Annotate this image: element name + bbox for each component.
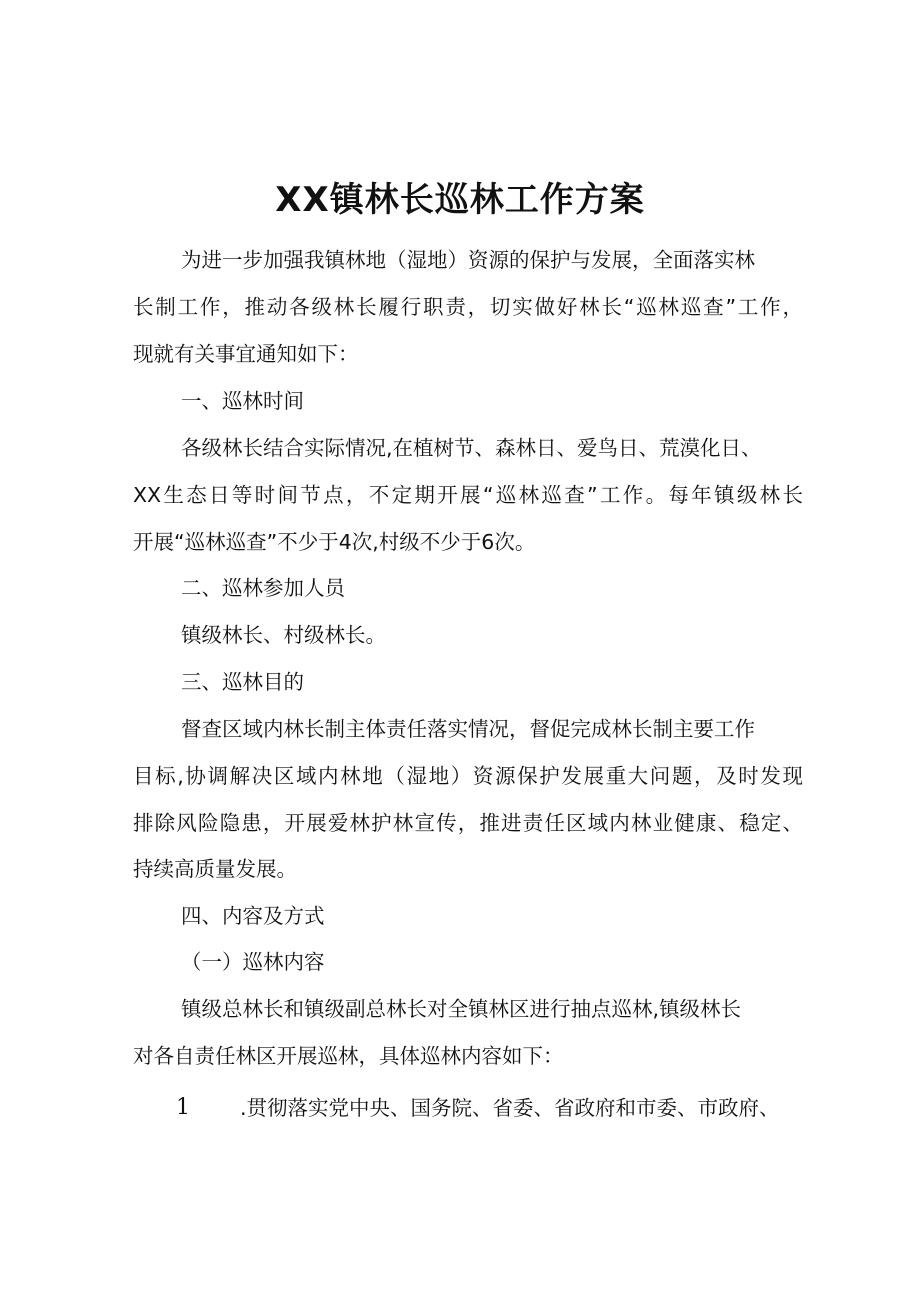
document-title: XX镇林长巡林工作方案 (275, 180, 645, 220)
paragraph-time-line-3: 开展“巡林巡查”不少于4次,村级不少于6次。 (133, 530, 536, 554)
subsection-heading-4-1: （一）巡林内容 (181, 950, 325, 974)
paragraph-intro-line-1: 为进一步加强我镇林地（湿地）资源的保护与发展，全面落实林 (181, 248, 755, 272)
section-heading-2: 二、巡林参加人员 (181, 576, 345, 600)
paragraph-time-line-1: 各级林长结合实际情况,在植树节、森林日、爱鸟日、荒漠化日、 (181, 436, 762, 460)
paragraph-purpose-line-2: 目标,协调解决区域内林地（湿地）资源保护发展重大问题，及时发现 (133, 764, 803, 788)
paragraph-purpose-line-1: 督查区域内林长制主体责任落实情况，督促完成林长制主要工作 (181, 717, 755, 741)
paragraph-intro-line-3: 现就有关事宜通知如下： (133, 342, 359, 366)
paragraph-purpose-line-4: 持续高质量发展。 (133, 857, 297, 881)
section-heading-4: 四、内容及方式 (181, 904, 325, 928)
paragraph-intro-line-2: 长制工作，推动各级林长履行职责，切实做好林长“巡林巡查”工作， (133, 295, 803, 319)
list-item-number: 1 (176, 1095, 190, 1120)
section-heading-3: 三、巡林目的 (181, 670, 304, 694)
paragraph-time-line-2: XX生态日等时间节点，不定期开展“巡林巡查”工作。每年镇级林长 (133, 483, 803, 507)
section-heading-1: 一、巡林时间 (181, 389, 304, 413)
list-item-text: .贯彻落实党中央、国务院、省委、省政府和市委、市政府、 (240, 1096, 780, 1120)
paragraph-content-line-1: 镇级总林长和镇级副总林长对全镇林区进行抽点巡林,镇级林长 (181, 997, 742, 1021)
paragraph-purpose-line-3: 排除风险隐患，开展爱林护林宣传，推进责任区域内林业健康、稳定、 (133, 811, 803, 835)
paragraph-personnel-line-1: 镇级林长、村级林长。 (181, 623, 386, 647)
paragraph-content-line-2: 对各自责任林区开展巡林，具体巡林内容如下： (133, 1044, 564, 1068)
